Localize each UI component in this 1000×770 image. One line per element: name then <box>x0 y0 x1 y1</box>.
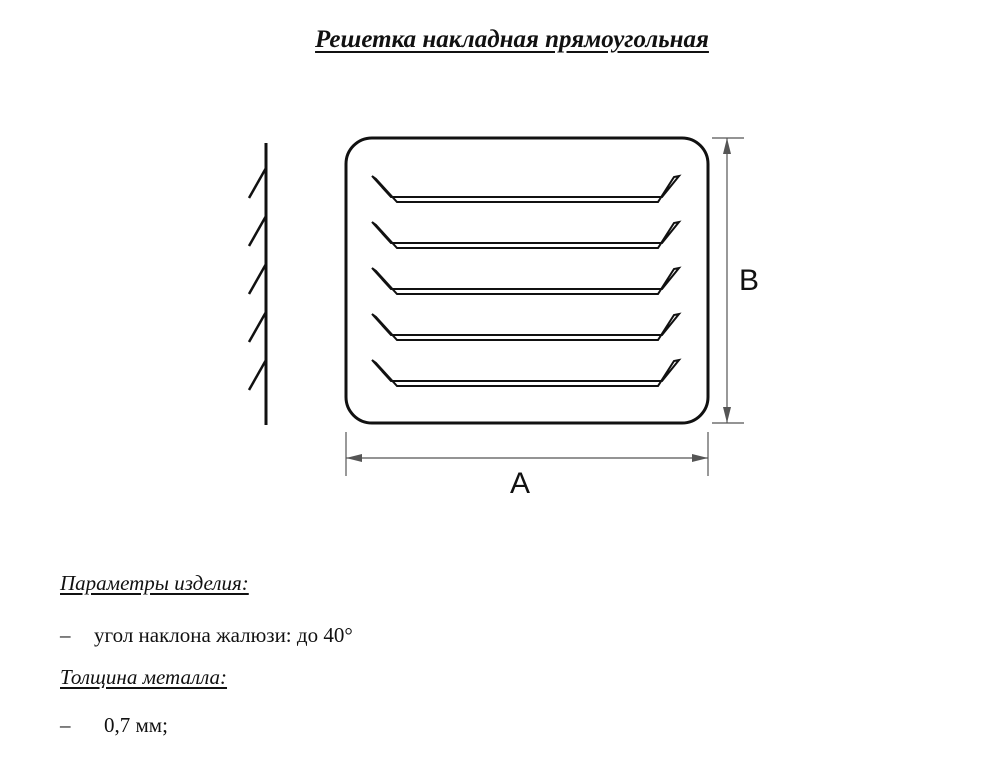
list-dash: – <box>60 623 71 647</box>
parameters-heading: Параметры изделия: <box>60 571 249 595</box>
dimension-a-label: A <box>510 467 531 500</box>
louver-2 <box>372 222 679 248</box>
parameter-item <box>60 710 168 740</box>
louvers <box>372 176 679 386</box>
louver-1 <box>372 176 679 202</box>
page-title: Решетка накладная прямоугольная <box>315 26 709 53</box>
dimension-a-arrow-left <box>346 454 362 462</box>
metal-thickness-text: 0,7 мм; <box>104 713 168 737</box>
side-view-hatch <box>249 264 266 294</box>
side-view-hatch <box>249 216 266 246</box>
dimension-b-label: B <box>739 264 760 297</box>
list-dash: – <box>60 713 71 737</box>
side-view-hatch <box>249 312 266 342</box>
side-view <box>249 143 266 425</box>
louver-4 <box>372 314 679 340</box>
side-view-hatch <box>249 168 266 198</box>
dimension-b-arrow-top <box>723 138 731 154</box>
dimension-b-arrow-bottom <box>723 407 731 423</box>
parameter-item <box>60 620 353 650</box>
louver-3 <box>372 268 679 294</box>
dimension-a-arrow-right <box>692 454 708 462</box>
side-view-hatch <box>249 360 266 390</box>
metal-thickness-heading: Толщина металла: <box>60 665 228 689</box>
louver-angle-text: угол наклона жалюзи: до 40° <box>94 623 353 647</box>
louver-5 <box>372 360 679 386</box>
